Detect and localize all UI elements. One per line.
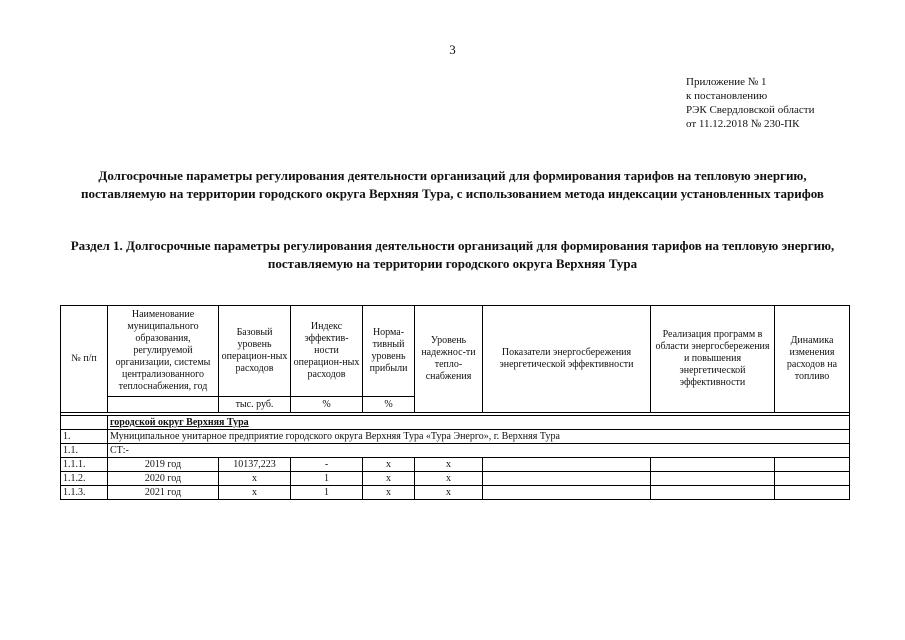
units-base: тыс. руб. [219, 397, 291, 413]
org-row [61, 430, 850, 444]
row-energy [483, 486, 651, 500]
row-reliability: x [415, 472, 483, 486]
row-profit: x [363, 458, 415, 472]
units-profit: % [363, 397, 415, 413]
units-name [108, 397, 219, 413]
header-name: Наименование муниципального образования, регулируемой организации, системы централизованного теплоснабжения, год [108, 306, 219, 397]
appendix-line-3: РЭК Свердловской области [686, 104, 815, 116]
district-name: городской округ Верхняя Тура [108, 416, 850, 430]
row-index: - [291, 458, 363, 472]
system-num: 1.1. [61, 444, 108, 458]
row-programs [651, 486, 775, 500]
row-fuel [775, 472, 850, 486]
header-num: № п/п [61, 306, 108, 413]
row-profit: x [363, 486, 415, 500]
section-title: Раздел 1. Долгосрочные параметры регулирования деятельности организаций для формирования тарифов на тепловую энергию, поставляемую на территории городского округа Верхняя Тура [70, 238, 835, 271]
header-index: Индекс эффектив-ности операцион-ных расходов [291, 306, 363, 397]
page-number: 3 [449, 42, 456, 57]
row-year: 2021 год [108, 486, 219, 500]
system-row [61, 444, 850, 458]
row-index: 1 [291, 472, 363, 486]
district-row [61, 416, 850, 430]
row-num: 1.1.3. [61, 486, 108, 500]
row-fuel [775, 458, 850, 472]
appendix-line-4: от 11.12.2018 № 230-ПК [686, 118, 800, 130]
row-energy [483, 458, 651, 472]
system-name: СТ:- [108, 444, 850, 458]
table-row [61, 458, 850, 472]
row-reliability: x [415, 486, 483, 500]
appendix-line-1: Приложение № 1 [686, 76, 767, 88]
row-base: 10137,223 [219, 458, 291, 472]
units-index: % [291, 397, 363, 413]
row-energy [483, 472, 651, 486]
row-num: 1.1.2. [61, 472, 108, 486]
row-programs [651, 458, 775, 472]
org-name: Муниципальное унитарное предприятие городского округа Верхняя Тура «Тура Энерго», г. Верхняя Тура [108, 430, 850, 444]
row-reliability: x [415, 458, 483, 472]
table-row [61, 486, 850, 500]
document-title: Долгосрочные параметры регулирования деятельности организаций для формирования тарифов на тепловую энергию, поставляемую на территории городского округа Верхняя Тура, с использованием метода индексации установленных тарифов [81, 168, 824, 201]
row-index: 1 [291, 486, 363, 500]
header-base: Базовый уровень операцион-ных расходов [219, 306, 291, 397]
row-base: x [219, 472, 291, 486]
row-year: 2019 год [108, 458, 219, 472]
header-fuel: Динамика изменения расходов на топливо [775, 306, 850, 413]
table-row [61, 472, 850, 486]
row-fuel [775, 486, 850, 500]
appendix-line-2: к постановлению [686, 90, 768, 102]
row-programs [651, 472, 775, 486]
header-row [61, 306, 850, 397]
row-profit: x [363, 472, 415, 486]
header-reliability: Уровень надежнос-ти тепло-снабжения [415, 306, 483, 413]
header-programs: Реализация программ в области энергосбережения и повышения энергетической эффективности [651, 306, 775, 413]
row-num: 1.1.1. [61, 458, 108, 472]
org-num: 1. [61, 430, 108, 444]
header-energy: Показатели энергосбережения энергетической эффективности [483, 306, 651, 413]
appendix-note [686, 75, 814, 131]
row-year: 2020 год [108, 472, 219, 486]
header-profit: Норма-тивный уровень прибыли [363, 306, 415, 397]
parameters-table [60, 305, 850, 500]
row-base: x [219, 486, 291, 500]
